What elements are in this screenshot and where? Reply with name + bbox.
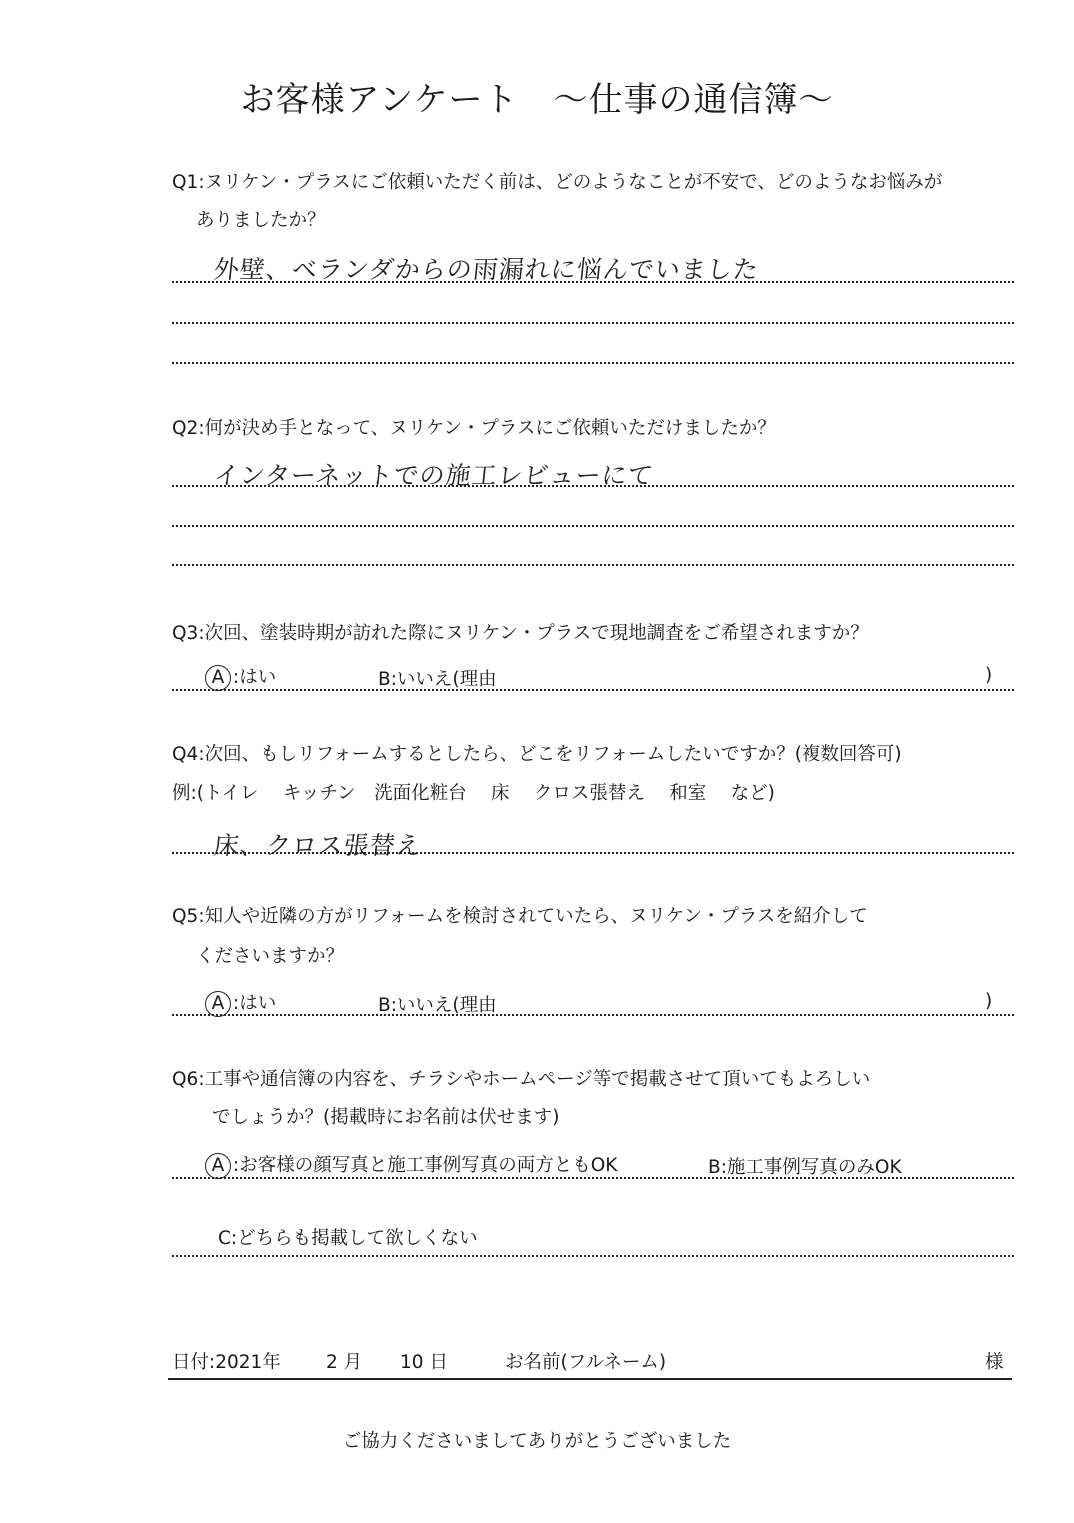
q5-option-a-circle-mark: A (205, 991, 231, 1017)
date-label: 日付: (172, 1352, 216, 1373)
date-month: 2 (326, 1352, 338, 1373)
date-field[interactable] (172, 1348, 281, 1374)
date-year-unit: 年 (262, 1352, 281, 1373)
q1-answer-line-2 (172, 322, 1014, 324)
date-day-unit: 日 (429, 1352, 448, 1373)
q2-answer[interactable]: インターネットでの施工レビューにて (212, 461, 656, 490)
q6-answer-line-1 (172, 1177, 1014, 1179)
q5-option-b[interactable]: B:いいえ(理由 (378, 995, 497, 1016)
q5-question-line1: Q5:知人や近隣の方がリフォームを検討されていたら、ヌリケン・プラスを紹介して (172, 906, 868, 927)
q1-answer-line-1 (172, 281, 1014, 283)
date-day: 10 (400, 1352, 424, 1373)
q2-answer-line-2 (172, 525, 1014, 527)
q3-close-paren: ) (985, 665, 993, 686)
thanks-message: ご協力くださいましてありがとうございました (342, 1431, 732, 1452)
q3-option-a-label: :はい (233, 667, 277, 688)
q6-answer-line-2 (172, 1255, 1014, 1257)
q6-option-c[interactable]: C:どちらも掲載して欲しくない (218, 1228, 478, 1249)
q6-option-a-circle-mark: A (205, 1153, 231, 1179)
date-month-field[interactable] (326, 1348, 362, 1374)
q4-answer-line (172, 852, 1014, 854)
q1-answer-line-3 (172, 362, 1014, 364)
q5-option-a[interactable] (205, 989, 276, 1017)
q3-question: Q3:次回、塗装時期が訪れた際にヌリケン・プラスで現地調査をご希望されますか？ (172, 623, 869, 644)
q3-option-b[interactable]: B:いいえ(理由 (378, 669, 497, 690)
signature-line (168, 1378, 1012, 1380)
date-month-unit: 月 (343, 1352, 363, 1373)
q1-question-line2: ありましたか？ (196, 210, 326, 231)
q3-option-a-circle-mark: A (205, 665, 231, 691)
page-title: お客様アンケート ～仕事の通信簿～ (240, 80, 834, 120)
q4-question: Q4:次回、もしリフォームするとしたら、どこをリフォームしたいですか？(複数回答可) (172, 744, 902, 765)
name-label: お名前(フルネーム) (505, 1352, 667, 1373)
q5-option-a-label: :はい (233, 993, 277, 1014)
q1-answer[interactable]: 外壁、ベランダからの雨漏れに悩んでいました (212, 255, 761, 284)
q2-question: Q2:何が決め手となって、ヌリケン・プラスにご依頼いただけましたか？ (172, 418, 776, 439)
q6-question-line1: Q6:工事や通信簿の内容を、チラシやホームページ等で掲載させて頂いてもよろしい (172, 1069, 871, 1090)
honorific: 様 (985, 1352, 1004, 1373)
q5-close-paren: ) (985, 991, 993, 1012)
q6-question-line2: でしょうか？(掲載時にお名前は伏せます) (212, 1107, 560, 1128)
q6-option-a-label: :お客様の顔写真と施工事例写真の両方ともOK (233, 1155, 618, 1176)
q2-answer-line-3 (172, 564, 1014, 566)
q5-question-line2: くださいますか？ (196, 946, 345, 967)
q1-question-line1: Q1:ヌリケン・プラスにご依頼いただく前は、どのようなことが不安で、どのようなお悩みが (172, 172, 943, 193)
q6-option-b[interactable]: B:施工事例写真のみOK (708, 1157, 902, 1178)
q4-answer[interactable]: 床、クロス張替え (212, 831, 424, 860)
q3-answer-line (172, 689, 1014, 691)
date-day-field[interactable] (400, 1348, 448, 1374)
q5-answer-line (172, 1014, 1014, 1016)
q2-answer-line-1 (172, 485, 1014, 487)
q6-option-a[interactable] (205, 1151, 617, 1179)
date-year: 2021 (215, 1352, 263, 1373)
q4-examples: 例:(トイレ キッチン 洗面化粧台 床 クロス張替え 和室 など) (172, 783, 775, 804)
q3-option-a[interactable] (205, 663, 276, 691)
